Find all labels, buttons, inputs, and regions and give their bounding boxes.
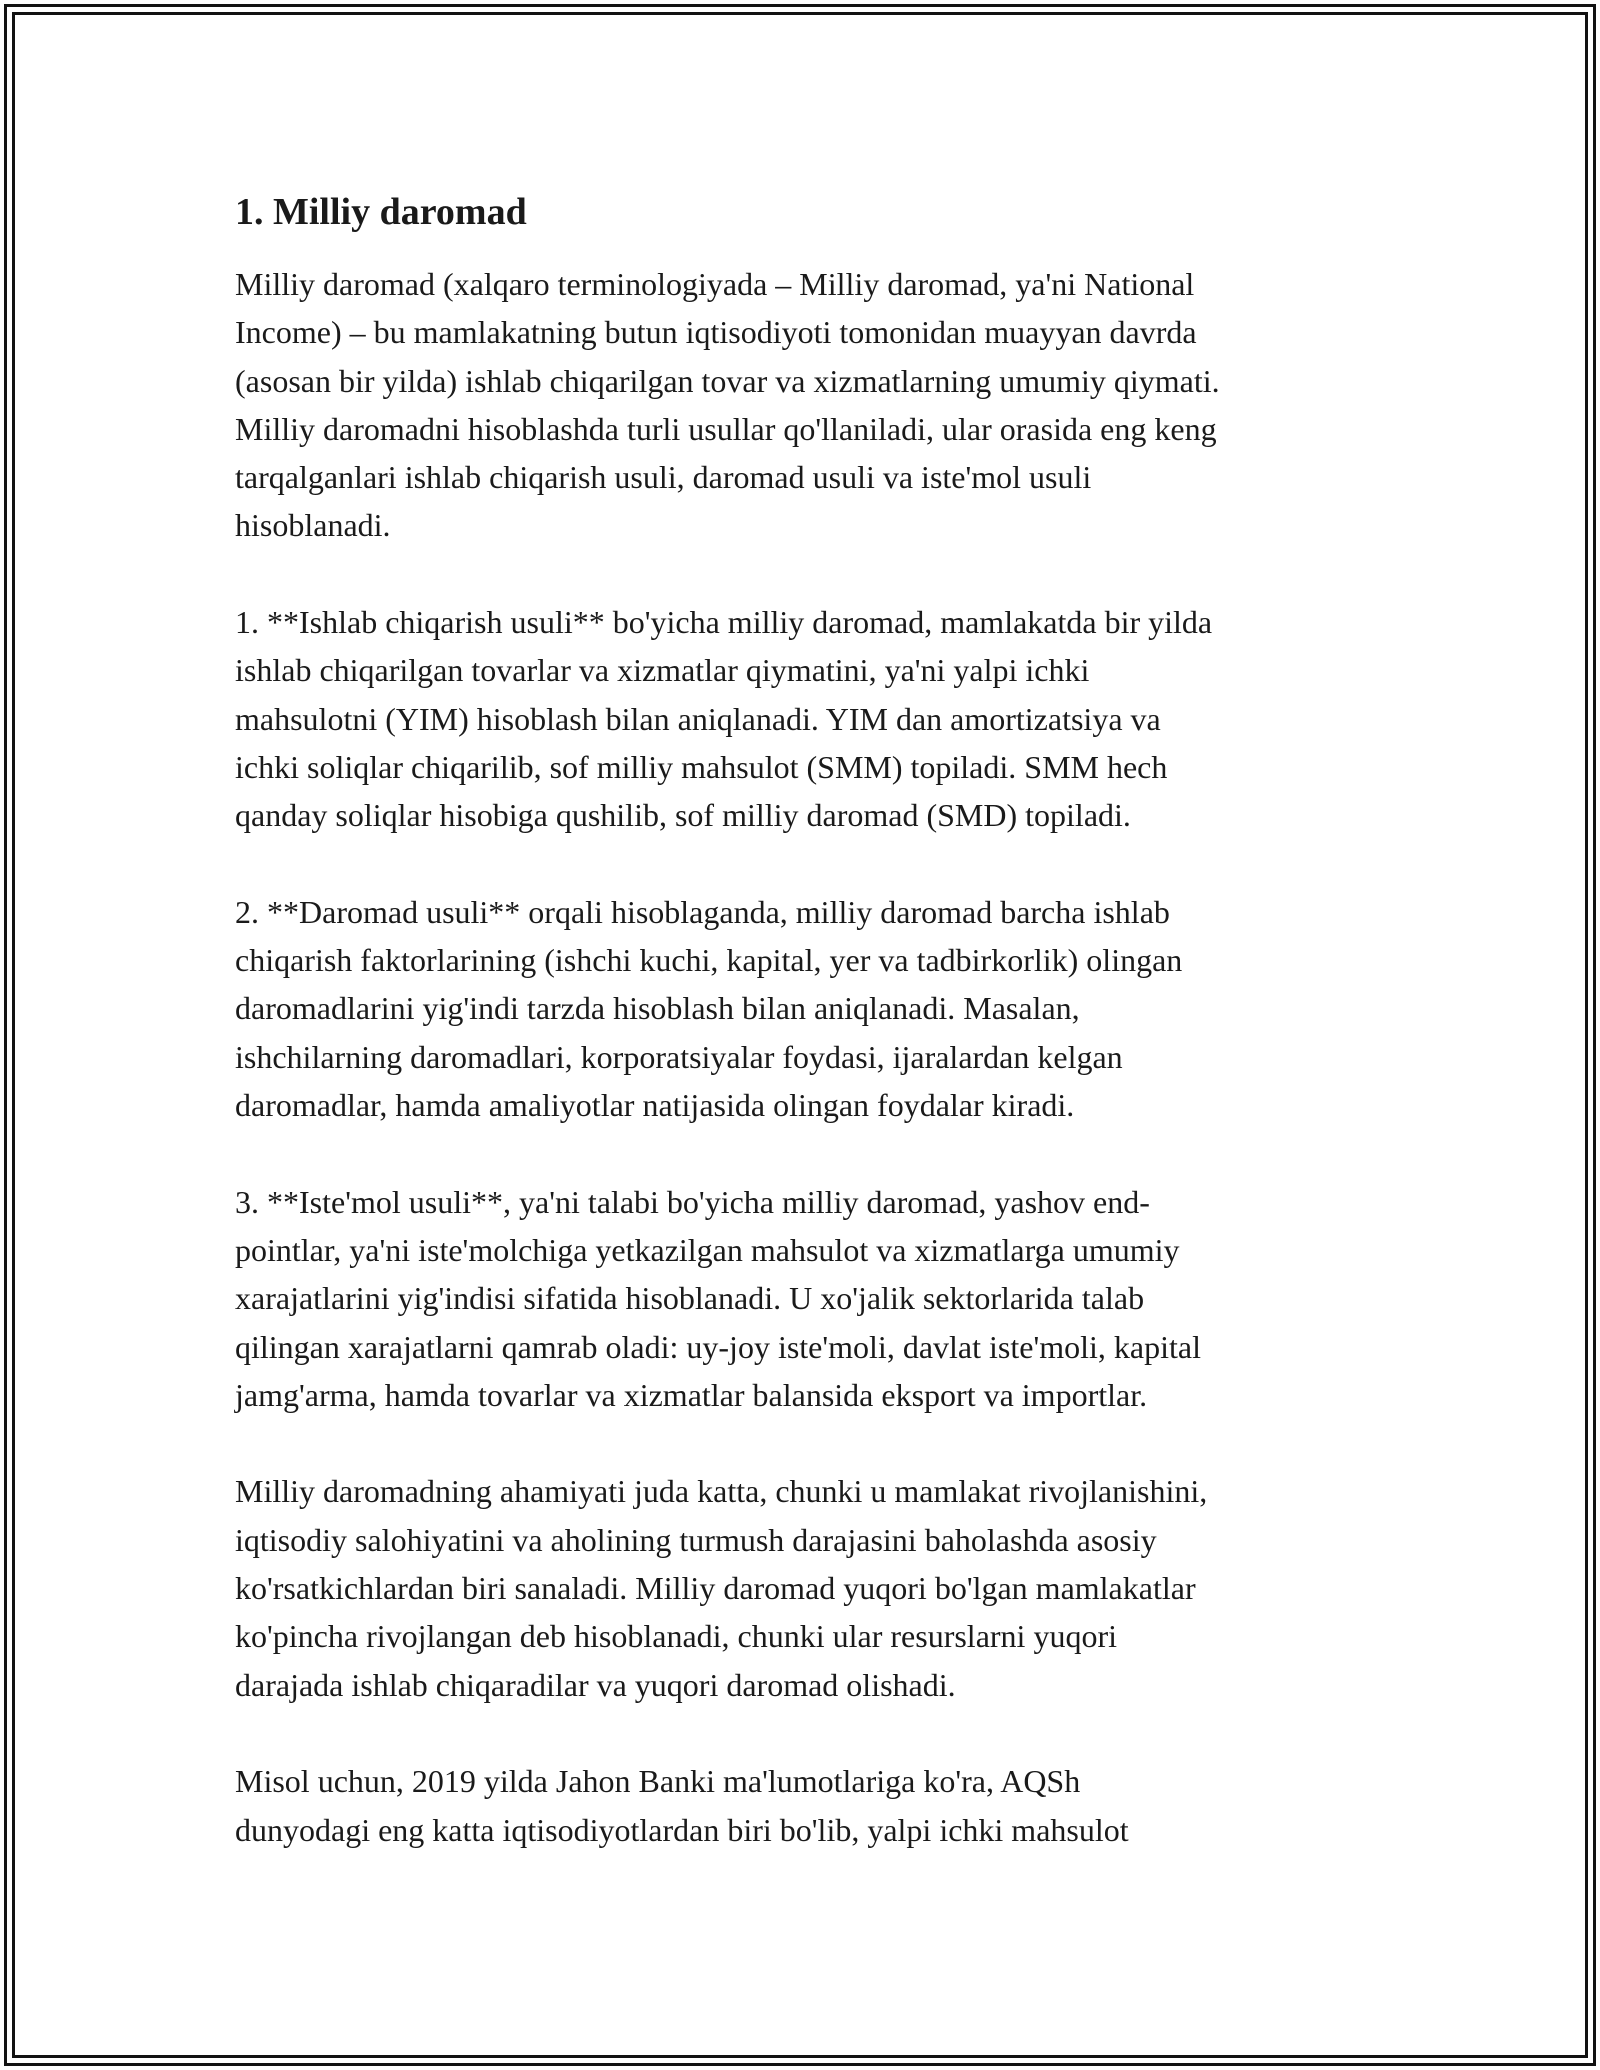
text-line: ichki soliqlar chiqarilib, sof milliy mahsulot (SMM) topiladi. SMM hech — [235, 748, 1168, 785]
document-body — [235, 186, 1385, 1902]
text-line: Milliy daromad (xalqaro terminologiyada – Milliy daromad, ya'ni National — [235, 266, 1195, 302]
paragraph-intro — [235, 260, 1385, 550]
text-line: xarajatlarini yig'indisi sifatida hisoblanadi. U xo'jalik sektorlarida talab — [235, 1280, 1145, 1317]
paragraph-production-method — [235, 598, 1385, 839]
text-line: iqtisodiy salohiyatini va aholining turmush darajasini baholashda asosiy — [235, 1521, 1157, 1558]
paragraph-example — [235, 1757, 1385, 1854]
text-line: mahsulotni (YIM) hisoblash bilan aniqlanadi. YIM dan amortizatsiya va — [235, 700, 1161, 737]
text-line: qanday soliqlar hisobiga qushilib, sof milliy daromad (SMD) topiladi. — [235, 797, 1131, 834]
text-line: Milliy daromadning ahamiyati juda katta, chunki u mamlakat rivojlanishini, — [235, 1473, 1208, 1510]
text-line: daromadlar, hamda amaliyotlar natijasida olingan foydalar kiradi. — [235, 1087, 1075, 1124]
text-line: dunyodagi eng katta iqtisodiyotlardan biri bo'lib, yalpi ichki mahsulot — [235, 1811, 1129, 1848]
text-line: ko'rsatkichlardan biri sanaladi. Milliy daromad yuqori bo'lgan mamlakatlar — [235, 1570, 1196, 1607]
paragraph-consumption-method — [235, 1178, 1385, 1419]
text-line: jamg'arma, hamda tovarlar va xizmatlar balansida eksport va importlar. — [235, 1376, 1148, 1413]
paragraph-income-method — [235, 888, 1385, 1129]
text-line: qilingan xarajatlarni qamrab oladi: uy-joy iste'moli, davlat iste'moli, kapital — [235, 1328, 1201, 1365]
text-line: ishlab chiqarilgan tovarlar va xizmatlar qiymatini, ya'ni yalpi ichki — [235, 652, 1090, 689]
text-line: Income) – bu mamlakatning butun iqtisodiyoti tomonidan muayyan davrda — [235, 314, 1197, 351]
text-line: pointlar, ya'ni iste'molchiga yetkazilgan mahsulot va xizmatlarga umumiy — [235, 1231, 1180, 1268]
text-line: Milliy daromadni hisoblashda turli usullar qo'llaniladi, ular orasida eng keng — [235, 410, 1217, 447]
text-line: tarqalganlari ishlab chiqarish usuli, daromad usuli va iste'mol usuli — [235, 459, 1092, 496]
text-line: 2. **Daromad usuli** orqali hisoblaganda, milliy daromad barcha ishlab — [235, 893, 1170, 930]
section-heading: 1. Milliy daromad — [235, 191, 527, 233]
text-line: ko'pincha rivojlangan deb hisoblanadi, chunki ular resurslarni yuqori — [235, 1618, 1117, 1655]
text-line: (asosan bir yilda) ishlab chiqarilgan tovar va xizmatlarning umumiy qiymati. — [235, 362, 1220, 399]
text-line: Misol uchun, 2019 yilda Jahon Banki ma'lumotlariga ko'ra, AQSh — [235, 1763, 1081, 1800]
text-line: ishchilarning daromadlari, korporatsiyalar foydasi, ijaralardan kelgan — [235, 1038, 1123, 1075]
text-line: 3. **Iste'mol usuli**, ya'ni talabi bo'yicha milliy daromad, yashov end- — [235, 1183, 1150, 1220]
text-line: daromadlarini yig'indi tarzda hisoblash bilan aniqlanadi. Masalan, — [235, 990, 1080, 1027]
text-line: hisoblanadi. — [235, 507, 391, 544]
paragraph-importance — [235, 1467, 1385, 1708]
text-line: darajada ishlab chiqaradilar va yuqori daromad olishadi. — [235, 1666, 956, 1703]
text-line: chiqarish faktorlarining (ishchi kuchi, kapital, yer va tadbirkorlik) olingan — [235, 942, 1183, 979]
text-line: 1. **Ishlab chiqarish usuli** bo'yicha milliy daromad, mamlakatda bir yilda — [235, 604, 1213, 641]
